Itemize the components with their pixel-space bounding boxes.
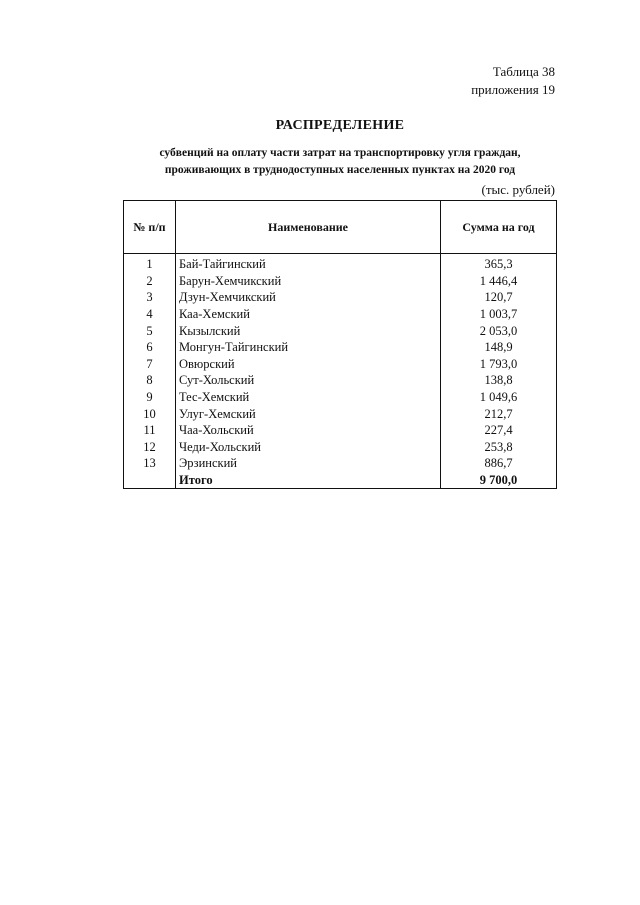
table-row [124, 273, 557, 290]
row-number: 13 [124, 455, 176, 472]
table-reference: Таблица 38 [492, 64, 555, 79]
row-sum: 120,7 [441, 289, 557, 306]
row-number: 6 [124, 339, 176, 356]
row-name: Кызылский [176, 322, 441, 339]
row-name: Бай-Тайгинский [176, 254, 441, 273]
row-name: Эрзинский [176, 455, 441, 472]
table-row [124, 372, 557, 389]
row-number: 8 [124, 372, 176, 389]
row-sum: 138,8 [441, 372, 557, 389]
document-subtitle-line-2: проживающих в труднодоступных населенных пунктах на 2020 год [164, 164, 516, 176]
row-sum: 2 053,0 [441, 322, 557, 339]
table-row [124, 289, 557, 306]
table-row [124, 422, 557, 439]
row-number: 10 [124, 405, 176, 422]
table-row [124, 306, 557, 323]
total-value: 9 700,0 [441, 472, 557, 489]
row-sum: 253,8 [441, 439, 557, 456]
column-header-sum: Сумма на год [441, 201, 557, 254]
row-name: Барун-Хемчикский [176, 273, 441, 290]
row-sum: 212,7 [441, 405, 557, 422]
row-name: Овюрский [176, 356, 441, 373]
row-number: 5 [124, 322, 176, 339]
row-sum: 365,3 [441, 254, 557, 273]
row-name: Тес-Хемский [176, 389, 441, 406]
row-number: 2 [124, 273, 176, 290]
row-number: 4 [124, 306, 176, 323]
row-name: Каа-Хемский [176, 306, 441, 323]
row-number: 1 [124, 254, 176, 273]
total-label: Итого [176, 472, 441, 489]
row-name: Улуг-Хемский [176, 405, 441, 422]
row-number: 11 [124, 422, 176, 439]
document-subtitle-line-1: субвенций на оплату части затрат на транспортировку угля граждан, [159, 147, 521, 159]
table-total-row [124, 472, 557, 489]
distribution-table [123, 200, 557, 489]
row-sum: 148,9 [441, 339, 557, 356]
table-row [124, 389, 557, 406]
row-name: Сут-Хольский [176, 372, 441, 389]
column-header-name: Наименование [176, 201, 441, 254]
row-name: Чаа-Хольский [176, 422, 441, 439]
table-row [124, 455, 557, 472]
row-name: Монгун-Тайгинский [176, 339, 441, 356]
row-number: 12 [124, 439, 176, 456]
table-header-row [124, 201, 557, 254]
row-name: Дзун-Хемчикский [176, 289, 441, 306]
row-sum: 886,7 [441, 455, 557, 472]
units-note: (тыс. рублей) [481, 182, 555, 197]
table-row [124, 339, 557, 356]
table-row [124, 322, 557, 339]
appendix-reference: приложения 19 [471, 82, 555, 97]
table-row [124, 356, 557, 373]
column-header-number: № п/п [124, 201, 176, 254]
row-sum: 1 446,4 [441, 273, 557, 290]
row-number: 9 [124, 389, 176, 406]
table-row [124, 439, 557, 456]
row-name: Чеди-Хольский [176, 439, 441, 456]
row-sum: 1 793,0 [441, 356, 557, 373]
row-sum: 1 049,6 [441, 389, 557, 406]
row-sum: 227,4 [441, 422, 557, 439]
row-number: 7 [124, 356, 176, 373]
table-row [124, 254, 557, 273]
row-sum: 1 003,7 [441, 306, 557, 323]
document-title: РАСПРЕДЕЛЕНИЕ [275, 118, 405, 133]
total-number-cell [124, 472, 176, 489]
row-number: 3 [124, 289, 176, 306]
table-row [124, 405, 557, 422]
